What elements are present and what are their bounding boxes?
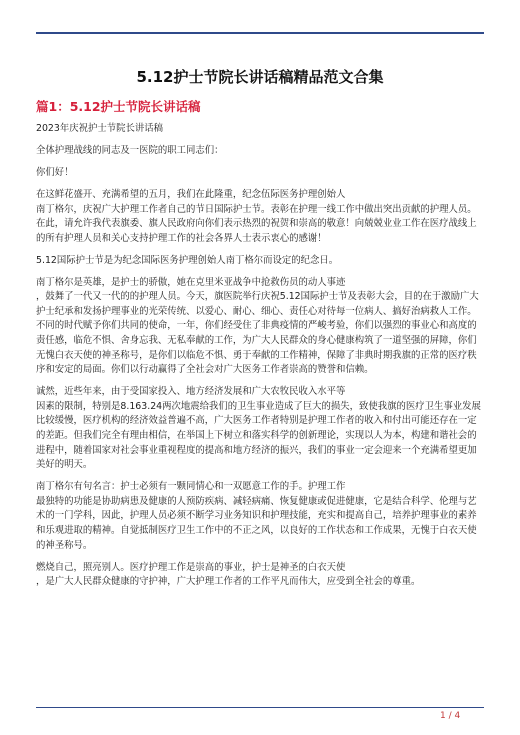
document-title: 5.12护士节院长讲话稿精品范文合集 xyxy=(136,68,384,86)
paragraph: 你们好！ xyxy=(36,166,74,178)
document-body xyxy=(36,122,484,597)
paragraph: 5.12国际护士节是为纪念国际医务护理创始人南丁格尔而设定的纪念日。 xyxy=(36,254,339,266)
paragraph: 燃烧自己，照亮别人。医疗护理工作是崇高的事业，护士是神圣的白衣天使 ，是广大人民群众健康的守护神，广大护理工作者的工作平凡而伟大，应受到全社会的尊重。 xyxy=(36,561,421,588)
paragraph: 在这鲜花盛开、充满希望的五月，我们在此隆重，纪念伍际医务护理创始人 南丁格尔，庆祝广大护理工作者自己的节日国际护士节。表彰在护理一线工作中做出突出贡献的护理人员。在此，请允许我代表旗委、旗人民政府向你们表示热烈的祝贺和崇高的敬意！向兢兢业业工作在医疗战线上的所有护理人员和关心支持护理工作的社会各界人士表示衷心的感谢！ xyxy=(36,188,477,244)
paragraph: 南丁格尔是英雄，是护士的骄傲，她在克里米亚战争中抢救伤员的动人事迹 ，鼓舞了一代又一代的的护理人员。今天，旗医院举行庆祝5.12国际护士节及表彰大会，目的在于激励广大护士纪承和发扬护理事业的光荣传统、以爱心、耐心、细心、责任心对待每一位病人、搞好治病救人工作。不同的时代赋予你们共同的使命，一年，你们经受住了非典疫情的严峻考验，你们以强烈的事业心和高度的责任感，临危不惧、舍身忘我、无私奉献的工作，为广大人民群众的身心健康构筑了一道坚强的屏障，你们无愧白衣天使的神圣称号，是你们以临危不惧、勇于奉献的工作精神，保障了非典时期我旗的正常的医疗秩序和安定的局面。你们以行动赢得了全社会对广大医务工作者崇高的赞誉和信赖。 xyxy=(36,276,479,376)
footer-rule xyxy=(36,707,484,708)
page-indicator: 1 / 4 xyxy=(440,711,461,721)
paragraph: 南丁格尔有句名言：护士必须有一颗同情心和一双愿意工作的手。护理工作 最独特的功能是协助病患及健康的人预防疾病、减轻病痛、恢复健康或促进健康，它是结合科学、伦理与艺术的一门学科，因此，护理人员必须不断学习业务知识和护理技能，充实和提高自己，培养护理事业的素养和乐观进取的精神。自觉抵制医疗卫生工作中的不正之风，以良好的工作状态和工作成果，无愧于白衣天使的神圣称号。 xyxy=(36,481,477,551)
paragraph: 2023年庆祝护士节院长讲话稿 xyxy=(36,123,163,134)
paragraph: 全体护理战线的同志及一医院的职工同志们： xyxy=(36,144,224,156)
header-rule xyxy=(36,32,484,34)
section-heading: 篇1：5.12护士节院长讲话稿 xyxy=(36,99,201,114)
paragraph: 诚然，近些年来，由于受国家投入、地方经济发展和广大农牧民收入水平等 因素的限制，特别是8.163.24两次地震给我们的卫生事业造成了巨大的损失，致使我旗的医疗卫生事业发展比较缓慢，医疗机构的经济效益普遍不高，广大医务工作者特别是护理工作者的收入和付出可能还存在一定的差距。但我们完全有理由相信，在举国上下树立和落实科学的创新理论，实现以人为本，构建和谐社会的进程中，随着国家对社会事业重视程度的提高和地方经济的振兴，我们的事业一定会迎来一个充满希望更加美好的明天。 xyxy=(36,386,481,471)
